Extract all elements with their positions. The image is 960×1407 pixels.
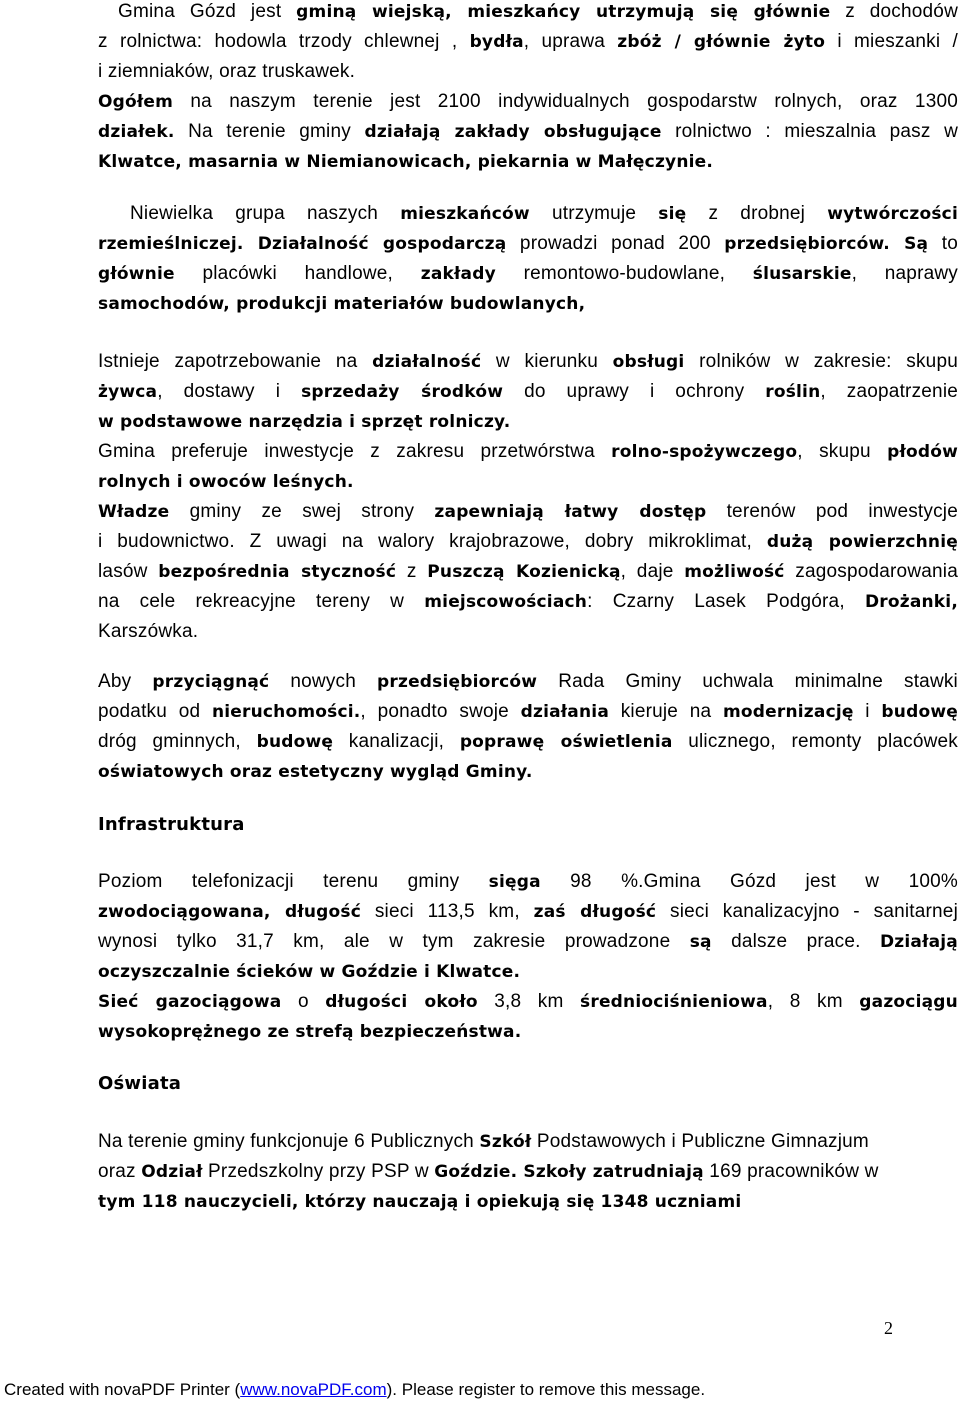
text-line: [98, 150, 958, 174]
bold-text: sięga: [488, 872, 541, 892]
bold-text: długości około: [325, 992, 478, 1012]
bold-text: budowę: [881, 702, 958, 722]
bold-text: rzemieślniczej. Działalność gospodarczą: [98, 234, 507, 254]
body-text: utrzymuje: [529, 203, 659, 224]
body-text: o: [281, 991, 326, 1012]
body-text: i: [853, 701, 882, 722]
text-line: [98, 870, 958, 894]
bold-text: Goździe. Szkoły zatrudniają: [434, 1162, 704, 1182]
text-line: [98, 760, 958, 784]
body-text: i budownictwo. Z uwagi na walory krajobrazowe, dobry mikroklimat,: [98, 531, 767, 552]
text-line: [98, 930, 958, 954]
body-text: rolników w zakresie: skupu: [684, 351, 958, 372]
bold-text: zapewniają łatwy dostęp: [434, 502, 707, 522]
text-line: [98, 620, 958, 644]
body-text: rolnictwo : mieszalnia pasz w: [661, 121, 959, 142]
body-text: , 8 km: [767, 991, 860, 1012]
text-line: [98, 410, 958, 434]
bold-text: gazociągu: [859, 992, 958, 1012]
text-line: [98, 990, 958, 1014]
body-text: , ponadto swoje: [360, 701, 521, 722]
text-line: [98, 1160, 958, 1184]
footer-prefix: Created with novaPDF Printer (: [4, 1380, 241, 1399]
body-text: ulicznego, remonty placówek: [672, 731, 958, 752]
bold-text: zbóż / głównie żyto: [617, 32, 826, 52]
bold-text: działają zakłady obsługujące: [364, 122, 662, 142]
text-line: [98, 30, 958, 54]
bold-text: dużą powierzchnię: [766, 532, 958, 552]
section-heading: Infrastruktura: [98, 814, 245, 835]
text-line: [98, 730, 958, 754]
bold-text: głównie: [98, 264, 175, 284]
body-text: , skupu: [797, 441, 888, 462]
bold-text: budowę: [256, 732, 334, 752]
bold-text: Ogółem: [98, 92, 174, 112]
text-line: [98, 380, 958, 404]
body-text: Na terenie gminy funkcjonuje 6 Publicznych: [98, 1131, 480, 1152]
body-text: kanalizacji,: [333, 731, 460, 752]
body-text: Gmina preferuje inwestycje z zakresu przetwórstwa: [98, 441, 612, 462]
bold-text: wytwórczości: [827, 204, 958, 224]
body-text: gminy ze swej strony: [169, 501, 435, 522]
body-text: 98 %.Gmina Gózd jest w 100%: [540, 871, 958, 892]
bold-text: samochodów, produkcji materiałów budowlanych,: [98, 294, 586, 314]
bold-text: zakłady: [420, 264, 496, 284]
body-text: Gmina Gózd jest: [118, 1, 297, 22]
body-text: remontowo-budowlane,: [495, 263, 753, 284]
text-line: [98, 1130, 958, 1154]
bold-text: zaś długość: [533, 902, 657, 922]
text-line: [98, 500, 958, 524]
bold-text: możliwość: [684, 562, 785, 582]
bold-text: roślin: [765, 382, 821, 402]
body-text: oraz: [98, 1161, 142, 1182]
body-text: : Czarny Lasek Podgóra,: [587, 591, 865, 612]
footer-watermark: [4, 1380, 954, 1400]
bold-text: oświatowych oraz estetyczny wygląd Gminy.: [98, 762, 533, 782]
body-text: , uprawa: [523, 31, 618, 52]
body-text: Rada Gminy uchwala minimalne stawki: [537, 671, 958, 692]
body-text: z: [396, 561, 428, 582]
body-text: lasów: [98, 561, 159, 582]
body-text: zagospodarowania: [784, 561, 958, 582]
text-line: [98, 530, 958, 554]
body-text: prowadzi ponad 200: [506, 233, 725, 254]
body-text: Aby: [98, 671, 153, 692]
body-text: Niewielka grupa naszych: [130, 203, 401, 224]
text-line: [98, 470, 958, 494]
body-text: Poziom telefonizacji terenu gminy: [98, 871, 489, 892]
bold-text: gminą wiejską, mieszkańcy utrzymują się głównie: [296, 2, 831, 22]
bold-text: sprzedaży środków: [301, 382, 504, 402]
bold-text: działania: [520, 702, 609, 722]
body-text: , naprawy: [851, 263, 958, 284]
text-line: [98, 350, 958, 374]
text-line: [98, 440, 958, 464]
text-line: [98, 900, 958, 924]
bold-text: przedsiębiorców: [377, 672, 538, 692]
body-text: z drobnej: [686, 203, 828, 224]
text-line: [98, 120, 958, 144]
bold-text: średniociśnieniowa: [580, 992, 768, 1012]
text-line: [98, 60, 958, 84]
text-line: [98, 1072, 958, 1096]
body-text: sieci kanalizacyjno - sanitarnej: [656, 901, 958, 922]
body-text: Przedszkolny przy PSP w: [202, 1161, 435, 1182]
body-text: wynosi tylko 31,7 km, ale w tym zakresie prowadzone: [98, 931, 690, 952]
body-text: nowych: [269, 671, 378, 692]
bold-text: nieruchomości.: [211, 702, 361, 722]
footer-suffix: ). Please register to remove this message.: [386, 1380, 706, 1399]
bold-text: rolno-spożywczego: [611, 442, 798, 462]
text-line: [98, 232, 958, 256]
body-text: dalsze prace.: [711, 931, 880, 952]
bold-text: wysokoprężnego ze strefą bezpieczeństwa.: [98, 1022, 522, 1042]
body-text: kieruje na: [609, 701, 723, 722]
body-text: terenów pod inwestycje: [706, 501, 958, 522]
body-text: placówki handlowe,: [174, 263, 421, 284]
page-number: 2: [884, 1318, 893, 1338]
bold-text: tym 118 nauczycieli, którzy nauczają i opiekują się 1348 uczniami: [98, 1192, 742, 1212]
text-line: [98, 960, 958, 984]
text-line: [98, 590, 958, 614]
bold-text: Sieć gazociągowa: [98, 992, 282, 1012]
body-text: Na terenie gminy: [174, 121, 365, 142]
body-text: do uprawy i ochrony: [503, 381, 766, 402]
text-line: [98, 670, 958, 694]
body-text: dróg gminnych,: [98, 731, 257, 752]
bold-text: Władze: [98, 502, 170, 522]
body-text: i mieszanki /: [825, 31, 958, 52]
body-text: 3,8 km: [477, 991, 581, 1012]
bold-text: są: [689, 932, 712, 952]
body-text: , daje: [620, 561, 685, 582]
footer-link[interactable]: www.novaPDF.com: [240, 1380, 387, 1399]
bold-text: Odział: [141, 1162, 203, 1182]
bold-text: bezpośrednia styczność: [158, 562, 397, 582]
bold-text: Puszczą Kozienicką: [427, 562, 621, 582]
bold-text: Działają: [880, 932, 958, 952]
text-line: [98, 292, 958, 316]
bold-text: poprawę oświetlenia: [459, 732, 673, 752]
bold-text: rolnych i owoców leśnych.: [98, 472, 354, 492]
text-line: [98, 1190, 958, 1214]
bold-text: bydła: [469, 32, 524, 52]
body-text: sieci 113,5 km,: [361, 901, 534, 922]
body-text: podatku od: [98, 701, 212, 722]
bold-text: Drożanki,: [864, 592, 958, 612]
text-line: [118, 0, 958, 24]
bold-text: miejscowościach: [424, 592, 588, 612]
bold-text: w podstawowe narzędzia i sprzęt rolniczy.: [98, 412, 511, 432]
body-text: Karszówka.: [98, 621, 199, 642]
text-line: [98, 813, 958, 837]
bold-text: płodów: [887, 442, 959, 462]
bold-text: zwodociągowana, długość: [98, 902, 362, 922]
section-heading: Oświata: [98, 1073, 182, 1094]
body-text: i ziemniaków, oraz truskawek.: [98, 61, 356, 82]
body-text: w kierunku: [481, 351, 613, 372]
bold-text: się: [658, 204, 687, 224]
body-text: , zaopatrzenie: [820, 381, 959, 402]
text-line: [98, 90, 958, 114]
body-text: z dochodów: [830, 1, 958, 22]
body-text: z rolnictwa: hodowla trzody chlewnej ,: [98, 31, 470, 52]
bold-text: działalność: [372, 352, 482, 372]
bold-text: przedsiębiorców. Są: [724, 234, 929, 254]
text-line: [130, 202, 958, 226]
text-line: [98, 560, 958, 584]
body-text: na naszym terenie jest 2100 indywidualnych gospodarstw rolnych, oraz 1300: [173, 91, 958, 112]
body-text: na cele rekreacyjne tereny w: [98, 591, 425, 612]
text-line: [98, 700, 958, 724]
bold-text: działek.: [98, 122, 175, 142]
body-text: , dostawy i: [157, 381, 302, 402]
bold-text: przyciągnąć: [152, 672, 270, 692]
body-text: Istnieje zapotrzebowanie na: [98, 351, 373, 372]
bold-text: ślusarskie: [752, 264, 852, 284]
bold-text: żywca: [98, 382, 158, 402]
body-text: to: [928, 233, 958, 254]
bold-text: Szkół: [479, 1132, 532, 1152]
bold-text: oczyszczalnie ścieków w Goździe i Klwatce.: [98, 962, 521, 982]
bold-text: obsługi: [612, 352, 685, 372]
body-text: Podstawowych i Publiczne Gimnazjum: [531, 1131, 869, 1152]
bold-text: Klwatce, masarnia w Niemianowicach, piekarnia w Małęczynie.: [98, 152, 714, 172]
body-text: 169 pracowników w: [703, 1161, 879, 1182]
bold-text: modernizację: [723, 702, 854, 722]
bold-text: mieszkańców: [400, 204, 530, 224]
text-line: [98, 262, 958, 286]
text-line: [98, 1020, 958, 1044]
